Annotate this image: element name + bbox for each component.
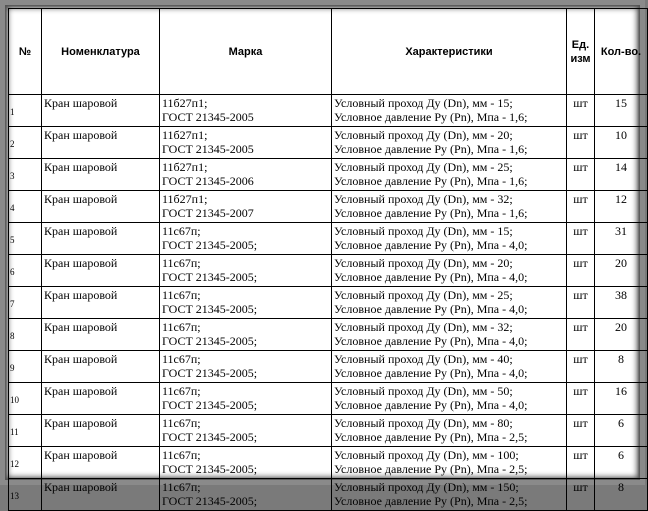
row-spec <box>332 255 567 287</box>
row-mark-standard: ГОСТ 21345-2005; <box>162 462 258 476</box>
row-spec-diameter: Условный проход Ду (Dn), мм - 15; <box>334 224 513 238</box>
row-spec-diameter: Условный проход Ду (Dn), мм - 20; <box>334 256 513 270</box>
row-spec-pressure: Условное давление Ру (Pn), Мпа - 1,6; <box>334 206 528 220</box>
table-row <box>9 95 648 127</box>
header-unit-line1: Ед. <box>571 38 590 51</box>
table-row <box>9 159 648 191</box>
row-quantity: 10 <box>595 127 648 159</box>
row-quantity: 16 <box>595 383 648 415</box>
row-quantity: 15 <box>595 95 648 127</box>
row-mark-standard: ГОСТ 21345-2005 <box>162 110 254 124</box>
row-mark-model: 11с67п; <box>162 352 201 366</box>
row-unit: шт <box>567 415 595 447</box>
row-spec-pressure: Условное давление Ру (Pn), Мпа - 2,5; <box>334 462 528 476</box>
row-quantity: 8 <box>595 351 648 383</box>
row-unit: шт <box>567 223 595 255</box>
table-row <box>9 255 648 287</box>
row-spec-pressure: Условное давление Ру (Pn), Мпа - 2,5; <box>334 430 528 444</box>
row-number: 2 <box>9 127 42 159</box>
table-row <box>9 191 648 223</box>
row-mark-model: 11с67п; <box>162 480 201 494</box>
row-unit: шт <box>567 351 595 383</box>
row-spec <box>332 415 567 447</box>
row-spec <box>332 383 567 415</box>
row-unit: шт <box>567 255 595 287</box>
table-row <box>9 383 648 415</box>
row-mark <box>160 95 332 127</box>
row-name: Кран шаровой <box>42 351 160 383</box>
row-spec-diameter: Условный проход Ду (Dn), мм - 15; <box>334 96 513 110</box>
row-name: Кран шаровой <box>42 383 160 415</box>
row-mark <box>160 415 332 447</box>
header-spec: Характеристики <box>332 9 567 95</box>
row-unit: шт <box>567 159 595 191</box>
row-mark <box>160 191 332 223</box>
header-name: Номенклатура <box>42 9 160 95</box>
row-name: Кран шаровой <box>42 415 160 447</box>
row-quantity: 20 <box>595 255 648 287</box>
row-mark <box>160 479 332 511</box>
row-spec <box>332 351 567 383</box>
row-spec-pressure: Условное давление Ру (Pn), Мпа - 1,6; <box>334 142 528 156</box>
nomenclature-table <box>8 8 648 511</box>
row-spec-diameter: Условный проход Ду (Dn), мм - 32; <box>334 320 513 334</box>
row-mark-model: 11с67п; <box>162 448 201 462</box>
row-spec <box>332 287 567 319</box>
header-unit-line2: изм <box>570 52 591 65</box>
row-number: 4 <box>9 191 42 223</box>
row-mark-model: 11б27п1; <box>162 160 208 174</box>
row-spec-pressure: Условное давление Ру (Pn), Мпа - 1,6; <box>334 174 528 188</box>
row-mark-model: 11с67п; <box>162 416 201 430</box>
row-spec-pressure: Условное давление Ру (Pn), Мпа - 4,0; <box>334 238 528 252</box>
row-name: Кран шаровой <box>42 319 160 351</box>
row-mark-model: 11с67п; <box>162 288 201 302</box>
row-quantity: 8 <box>595 479 648 511</box>
header-qty: Кол-во. <box>595 9 648 95</box>
row-number: 11 <box>9 415 42 447</box>
row-unit: шт <box>567 287 595 319</box>
row-spec <box>332 95 567 127</box>
row-unit: шт <box>567 319 595 351</box>
row-mark-model: 11с67п; <box>162 224 201 238</box>
row-quantity: 14 <box>595 159 648 191</box>
row-spec-diameter: Условный проход Ду (Dn), мм - 25; <box>334 160 513 174</box>
row-name: Кран шаровой <box>42 255 160 287</box>
row-quantity: 12 <box>595 191 648 223</box>
row-mark-standard: ГОСТ 21345-2005; <box>162 398 258 412</box>
row-mark <box>160 159 332 191</box>
table-row <box>9 447 648 479</box>
row-spec <box>332 479 567 511</box>
row-quantity: 31 <box>595 223 648 255</box>
row-spec-diameter: Условный проход Ду (Dn), мм - 40; <box>334 352 513 366</box>
row-spec-pressure: Условное давление Ру (Pn), Мпа - 1,6; <box>334 110 528 124</box>
row-unit: шт <box>567 95 595 127</box>
row-name: Кран шаровой <box>42 479 160 511</box>
row-mark <box>160 287 332 319</box>
row-number: 1 <box>9 95 42 127</box>
row-number: 9 <box>9 351 42 383</box>
table-header-row <box>9 9 648 95</box>
header-mark: Марка <box>160 9 332 95</box>
table-row <box>9 223 648 255</box>
row-spec-pressure: Условное давление Ру (Pn), Мпа - 2,5; <box>334 494 528 508</box>
row-spec <box>332 127 567 159</box>
row-spec-pressure: Условное давление Ру (Pn), Мпа - 4,0; <box>334 398 528 412</box>
row-spec-pressure: Условное давление Ру (Pn), Мпа - 4,0; <box>334 302 528 316</box>
row-spec-diameter: Условный проход Ду (Dn), мм - 80; <box>334 416 513 430</box>
row-name: Кран шаровой <box>42 127 160 159</box>
row-number: 10 <box>9 383 42 415</box>
row-unit: шт <box>567 479 595 511</box>
row-quantity: 6 <box>595 415 648 447</box>
row-spec-diameter: Условный проход Ду (Dn), мм - 100; <box>334 448 519 462</box>
row-number: 6 <box>9 255 42 287</box>
row-mark-standard: ГОСТ 21345-2005; <box>162 334 258 348</box>
header-num: № <box>9 9 42 95</box>
row-name: Кран шаровой <box>42 159 160 191</box>
row-mark <box>160 255 332 287</box>
row-mark-standard: ГОСТ 21345-2005; <box>162 302 258 316</box>
row-mark-standard: ГОСТ 21345-2005 <box>162 142 254 156</box>
row-unit: шт <box>567 191 595 223</box>
row-number: 12 <box>9 447 42 479</box>
row-mark-standard: ГОСТ 21345-2005; <box>162 430 258 444</box>
row-mark-standard: ГОСТ 21345-2006 <box>162 174 254 188</box>
table-row <box>9 351 648 383</box>
row-mark <box>160 447 332 479</box>
row-mark <box>160 127 332 159</box>
row-unit: шт <box>567 383 595 415</box>
row-spec-diameter: Условный проход Ду (Dn), мм - 50; <box>334 384 513 398</box>
row-spec-diameter: Условный проход Ду (Dn), мм - 150; <box>334 480 519 494</box>
row-spec <box>332 223 567 255</box>
row-spec <box>332 191 567 223</box>
header-unit <box>567 9 595 95</box>
row-quantity: 38 <box>595 287 648 319</box>
row-quantity: 20 <box>595 319 648 351</box>
row-mark-standard: ГОСТ 21345-2005; <box>162 270 258 284</box>
table-row <box>9 415 648 447</box>
row-spec <box>332 447 567 479</box>
row-spec-diameter: Условный проход Ду (Dn), мм - 32; <box>334 192 513 206</box>
row-mark <box>160 319 332 351</box>
row-mark-model: 11с67п; <box>162 256 201 270</box>
table-row <box>9 319 648 351</box>
row-spec-pressure: Условное давление Ру (Pn), Мпа - 4,0; <box>334 366 528 380</box>
row-number: 8 <box>9 319 42 351</box>
row-name: Кран шаровой <box>42 95 160 127</box>
row-mark-model: 11с67п; <box>162 384 201 398</box>
row-mark-model: 11с67п; <box>162 320 201 334</box>
row-spec-pressure: Условное давление Ру (Pn), Мпа - 4,0; <box>334 270 528 284</box>
table-row <box>9 127 648 159</box>
row-name: Кран шаровой <box>42 223 160 255</box>
row-unit: шт <box>567 447 595 479</box>
row-mark-model: 11б27п1; <box>162 192 208 206</box>
row-mark-standard: ГОСТ 21345-2005; <box>162 494 258 508</box>
row-number: 3 <box>9 159 42 191</box>
row-mark <box>160 383 332 415</box>
row-mark <box>160 351 332 383</box>
row-spec <box>332 159 567 191</box>
table-row <box>9 287 648 319</box>
row-name: Кран шаровой <box>42 191 160 223</box>
row-spec-pressure: Условное давление Ру (Pn), Мпа - 4,0; <box>334 334 528 348</box>
row-spec-diameter: Условный проход Ду (Dn), мм - 25; <box>334 288 513 302</box>
row-name: Кран шаровой <box>42 447 160 479</box>
row-mark-model: 11б27п1; <box>162 96 208 110</box>
row-number: 13 <box>9 479 42 511</box>
row-spec-diameter: Условный проход Ду (Dn), мм - 20; <box>334 128 513 142</box>
row-number: 7 <box>9 287 42 319</box>
row-mark-standard: ГОСТ 21345-2005; <box>162 366 258 380</box>
row-unit: шт <box>567 127 595 159</box>
row-mark-standard: ГОСТ 21345-2007 <box>162 206 254 220</box>
row-spec <box>332 319 567 351</box>
row-mark-standard: ГОСТ 21345-2005; <box>162 238 258 252</box>
row-mark-model: 11б27п1; <box>162 128 208 142</box>
table-row <box>9 479 648 511</box>
row-name: Кран шаровой <box>42 287 160 319</box>
row-mark <box>160 223 332 255</box>
row-quantity: 6 <box>595 447 648 479</box>
row-number: 5 <box>9 223 42 255</box>
